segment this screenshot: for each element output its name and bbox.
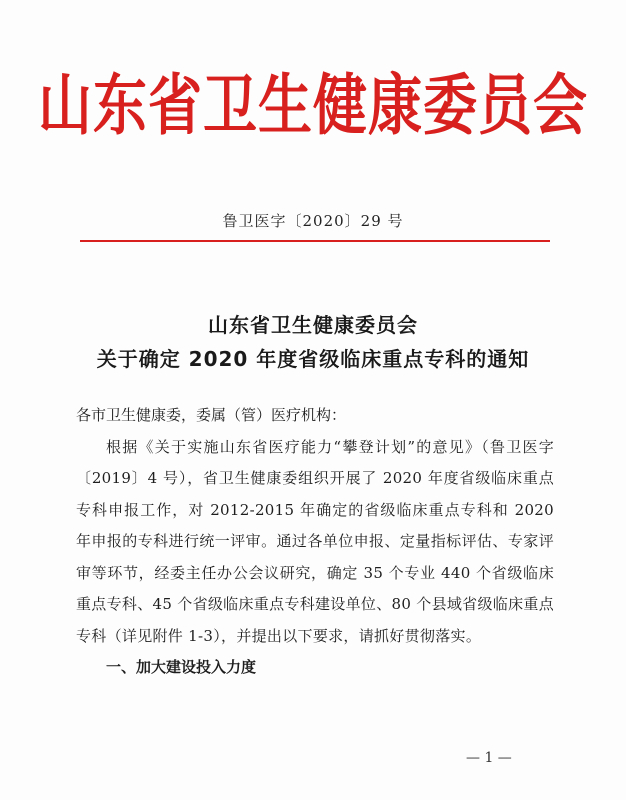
- salutation: 各市卫生健康委，委属（管）医疗机构：: [76, 406, 347, 424]
- page-number: — 1 —: [466, 750, 512, 766]
- title-line-2: 关于确定 2020 年度省级临床重点专科的通知: [96, 347, 530, 371]
- issuing-organization-header: 山东省卫生健康委员会: [38, 65, 588, 144]
- document-number: 鲁卫医字〔2020〕29 号: [222, 212, 404, 230]
- document-title: [0, 308, 626, 376]
- document-body: [76, 400, 554, 684]
- title-line-1: 山东省卫生健康委员会: [208, 313, 418, 337]
- red-separator-line: [80, 240, 550, 242]
- body-paragraph: 根据《关于实施山东省医疗能力“攀登计划”的意见》（鲁卫医字〔2019〕4 号），省卫生健康委组织开展了 2020 年度省级临床重点专科申报工作，对 2012-2015 年确定的省级临床重点专科和 2020 年申报的专科进行统一评审。通过各单位申报、定量指标评估、专家评审等环节，经委主任办公会议研究，确定 35 个专业 440 个省级临床重点专科、45 个省级临床重点专科建设单位、80 个县域省级临床重点专科（详见附件 1-3），并提出以下要求，请抓好贯彻落实。: [76, 437, 554, 645]
- section-heading-1: 一、加大建设投入力度: [106, 658, 257, 676]
